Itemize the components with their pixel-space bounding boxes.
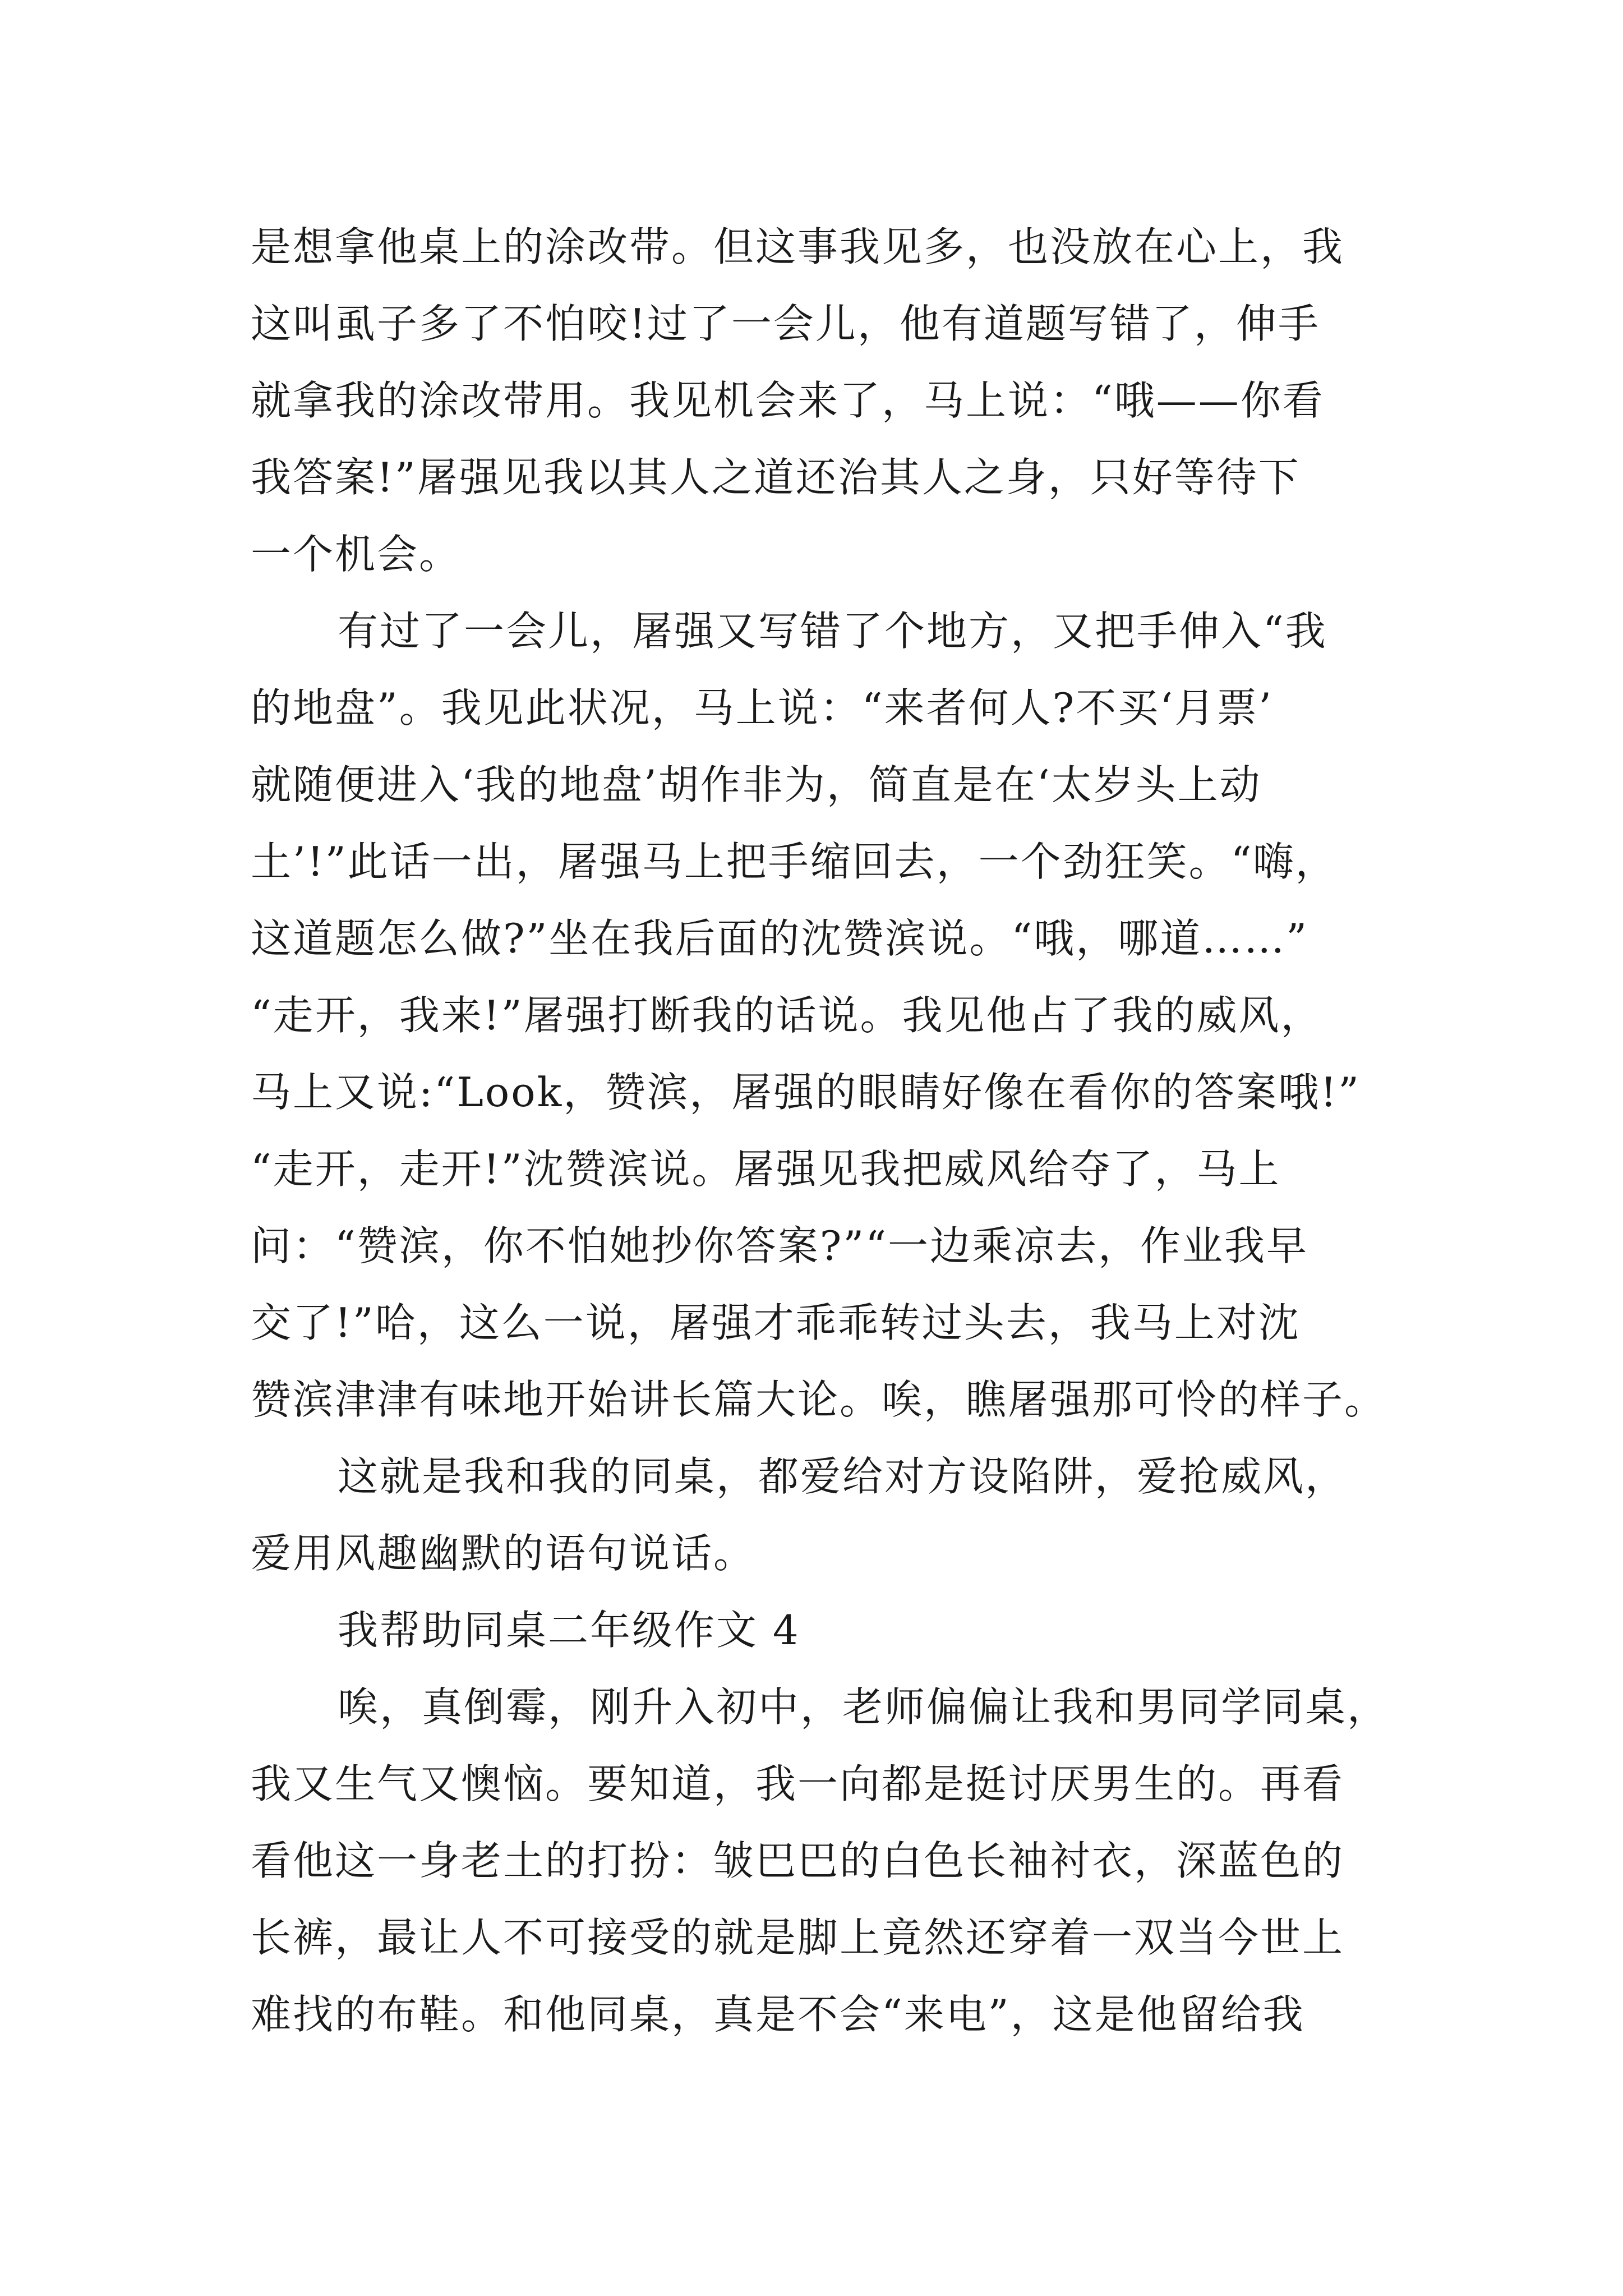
- text-line: 一个机会。: [251, 531, 462, 578]
- text-line: 看他这一身老土的打扮：皱巴巴的白色长袖衬衣，深蓝色的: [251, 1837, 1345, 1884]
- text-line: 问：“赞滨，你不怕她抄你答案?”“一边乘凉去，作业我早: [251, 1222, 1309, 1269]
- text-line: “走开，走开!”沈赞滨说。屠强见我把威风给夺了，马上: [251, 1145, 1281, 1193]
- text-line: “走开，我来!”屠强打断我的话说。我见他占了我的威风，: [251, 992, 1323, 1039]
- text-line: 马上又说:“Look，赞滨，屠强的眼睛好像在看你的答案哦!”: [251, 1069, 1361, 1116]
- text-line: 就随便进入‘我的地盘’胡作非为，简直是在‘太岁头上动: [251, 761, 1262, 808]
- text-line: 我又生气又懊恼。要知道，我一向都是挺讨厌男生的。再看: [251, 1760, 1345, 1807]
- text-line: 这就是我和我的同桌，都爱给对方设陷阱，爱抢威风，: [338, 1453, 1348, 1500]
- text-line: 就拿我的涂改带用。我见机会来了，马上说：“哦——你看: [251, 377, 1325, 424]
- text-line: 长裤，最让人不可接受的就是脚上竟然还穿着一双当今世上: [251, 1914, 1345, 1961]
- text-line: 难找的布鞋。和他同桌，真是不会“来电”，这是他留给我: [251, 1991, 1305, 2038]
- text-line: 这道题怎么做?”坐在我后面的沈赞滨说。“哦，哪道……”: [251, 915, 1309, 962]
- section-heading: 我帮助同桌二年级作文 4: [338, 1607, 800, 1654]
- text-line: 赞滨津津有味地开始讲长篇大论。唉，瞧屠强那可怜的样子。: [251, 1376, 1387, 1423]
- text-line: 爱用风趣幽默的语句说话。: [251, 1530, 756, 1577]
- text-line: 这叫虱子多了不怕咬!过了一会儿，他有道题写错了，伸手: [251, 300, 1320, 347]
- text-line: 有过了一会儿，屠强又写错了个地方，又把手伸入“我: [338, 608, 1327, 655]
- text-line: 唉，真倒霉，刚升入初中，老师偏偏让我和男同学同桌，: [338, 1683, 1390, 1731]
- text-line: 土’!”此话一出，屠强马上把手缩回去，一个劲狂笑。“嗨，: [251, 838, 1338, 885]
- text-line: 的地盘”。我见此状况，马上说：“来者何人?不买‘月票’: [251, 684, 1273, 731]
- text-line: 是想拿他桌上的涂改带。但这事我见多，也没放在心上，我: [251, 223, 1345, 270]
- text-line: 我答案!”屠强见我以其人之道还治其人之身，只好等待下: [251, 454, 1301, 501]
- essay-body: [251, 209, 1390, 2053]
- text-line: 交了!”哈，这么一说，屠强才乖乖转过头去，我马上对沈: [251, 1299, 1301, 1346]
